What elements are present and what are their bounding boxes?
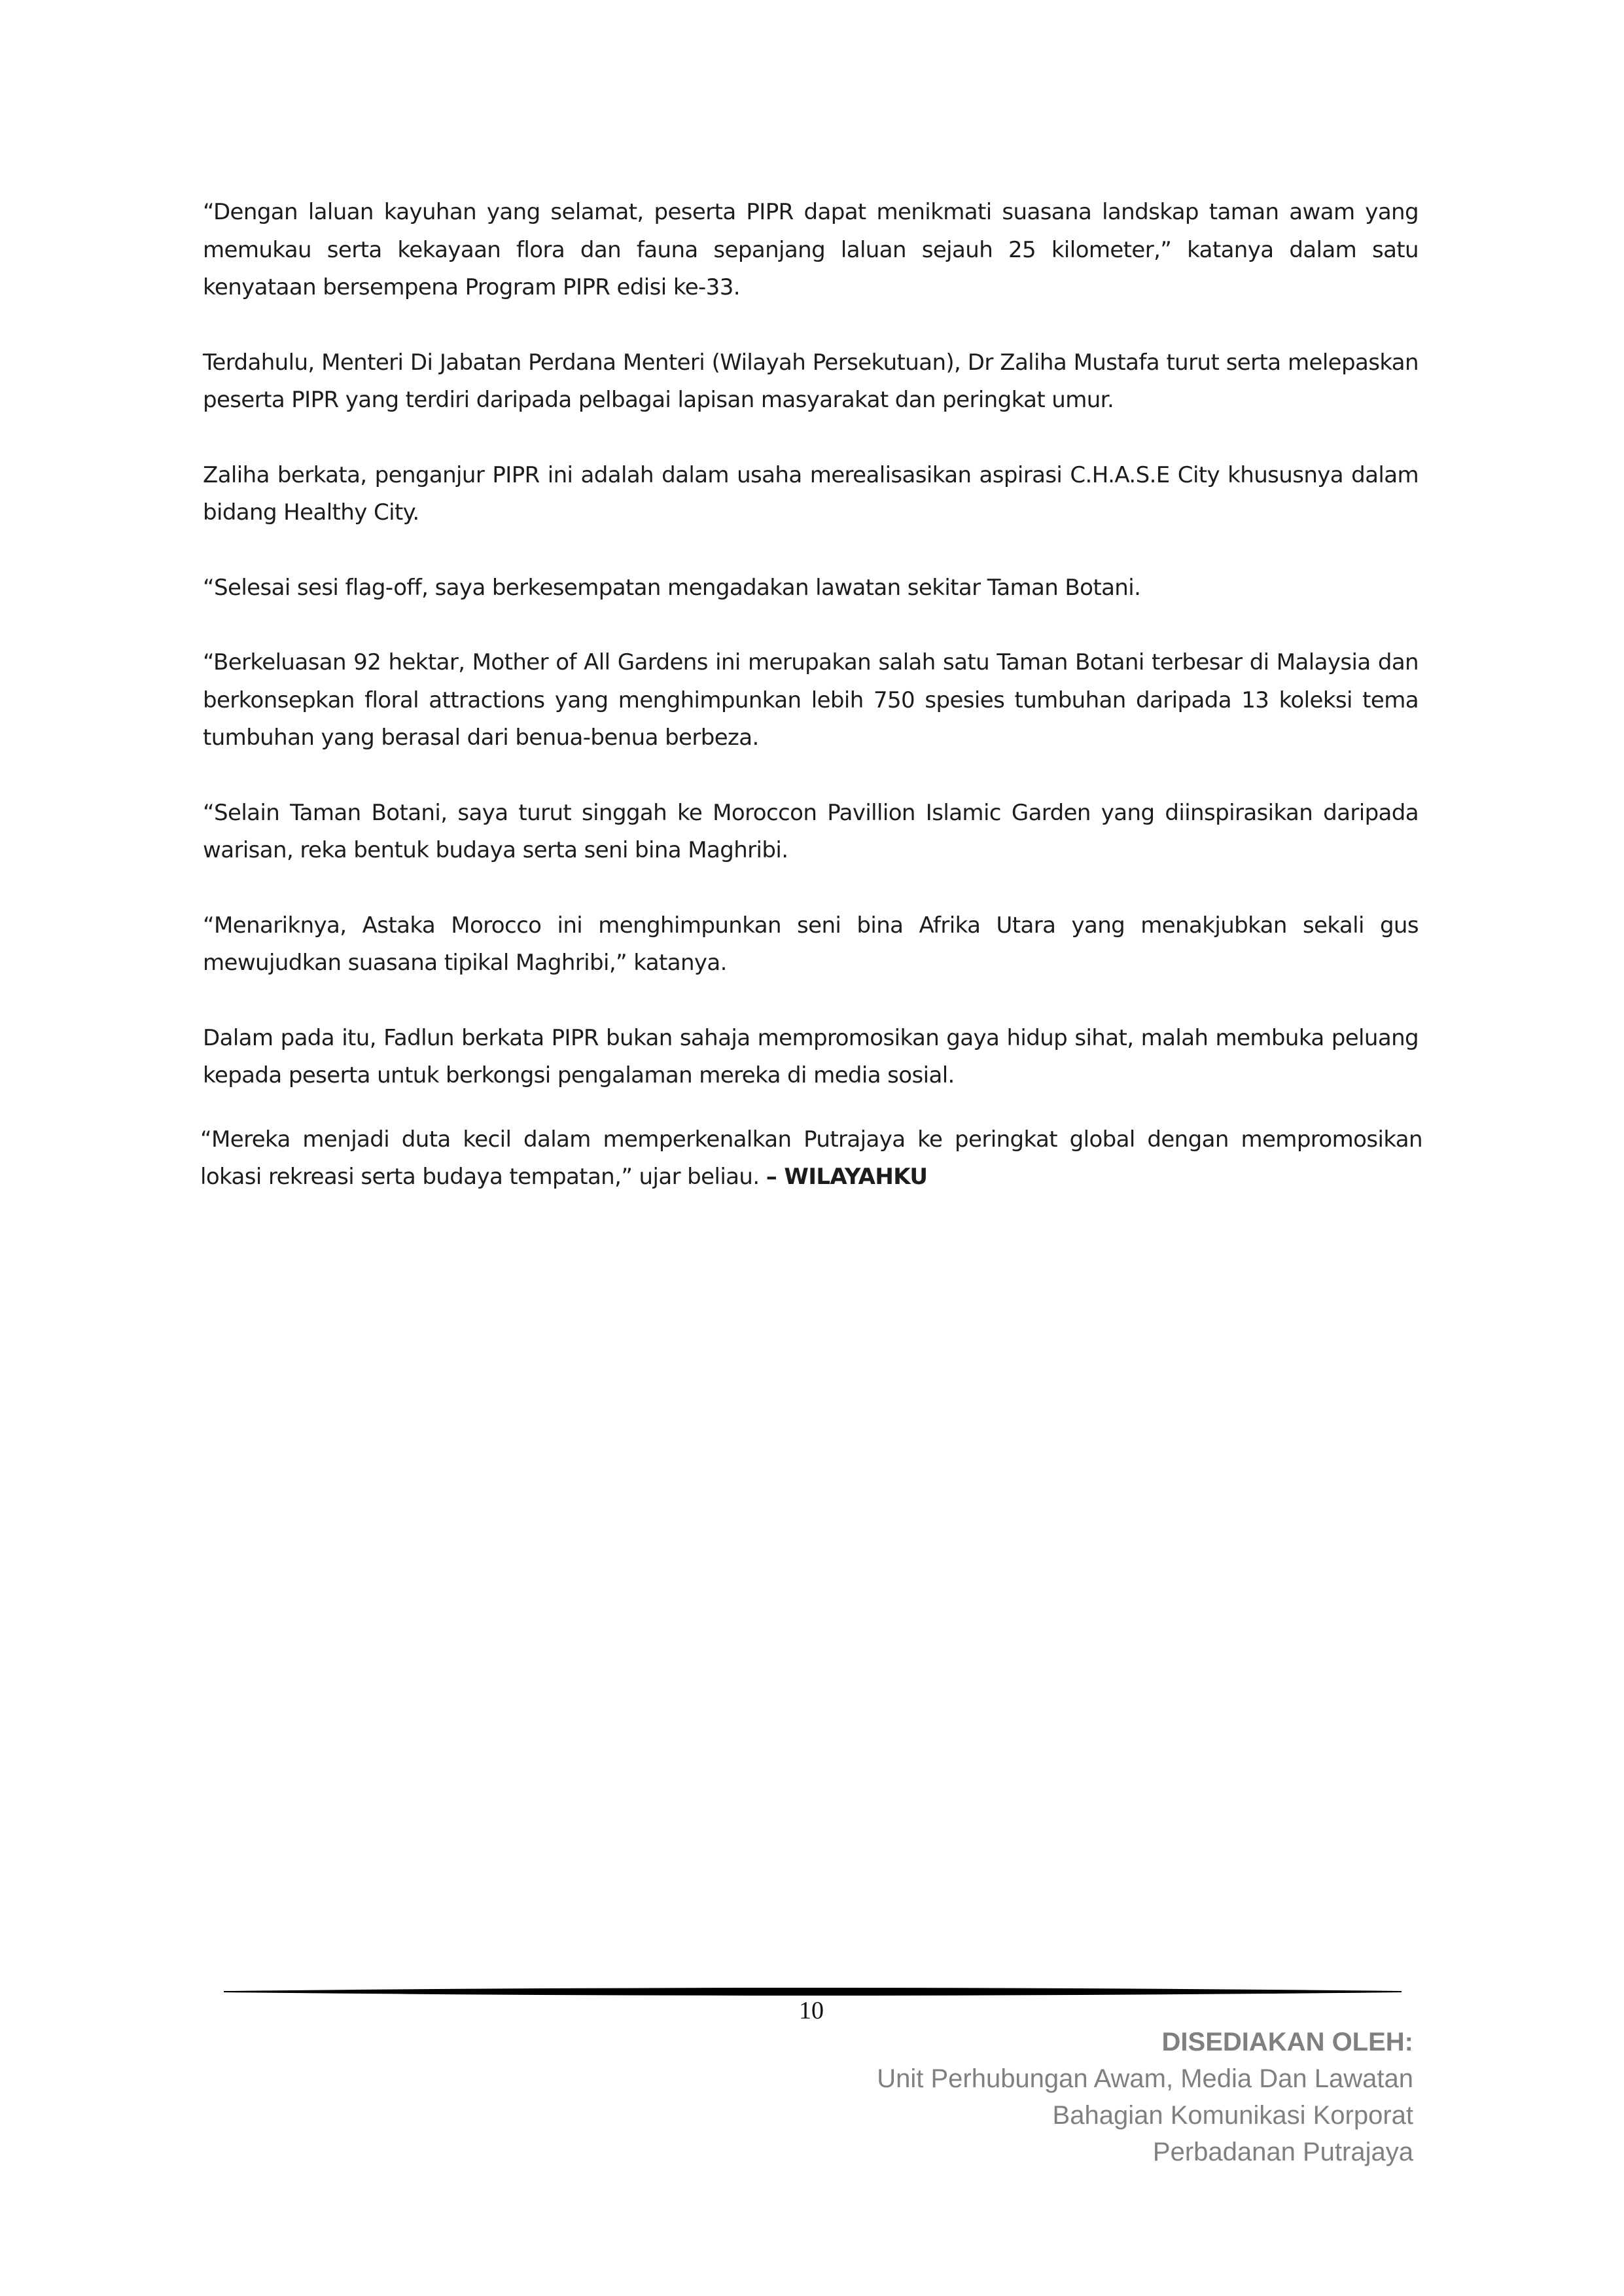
article-paragraph: “Selesai sesi flag-off, saya berkesempatan mengadakan lawatan sekitar Taman Botani. bbox=[203, 574, 1141, 601]
page-number: 10 bbox=[799, 1997, 824, 2024]
article-paragraph: “Menariknya, Astaka Morocco ini menghimpunkan seni bina Afrika Utara yang menakjubkan sekali gus mewujudkan suasana tipikal Maghribi,” katanya. bbox=[203, 912, 1419, 976]
closing-quote-text: “Mereka menjadi duta kecil dalam memperkenalkan Putrajaya ke peringkat global dengan mempromosikan lokasi rekreasi serta budaya tempatan,” ujar beliau. bbox=[200, 1126, 1422, 1190]
prepared-by-block bbox=[694, 2024, 1413, 2170]
article-paragraph: Zaliha berkata, penganjur PIPR ini adalah dalam usaha merealisasikan aspirasi C.H.A.S.E City khususnya dalam bidang Healthy City. bbox=[203, 461, 1419, 526]
prepared-by-heading: DISEDIAKAN OLEH: bbox=[1161, 2028, 1413, 2056]
closing-source-credit: – WILAYAHKU bbox=[766, 1164, 928, 1190]
article-body bbox=[200, 194, 1422, 1234]
prepared-by-department: Bahagian Komunikasi Korporat bbox=[1052, 2101, 1413, 2130]
prepared-by-unit: Unit Perhubungan Awam, Media Dan Lawatan bbox=[877, 2064, 1413, 2093]
article-paragraph: Terdahulu, Menteri Di Jabatan Perdana Menteri (Wilayah Persekutuan), Dr Zaliha Mustafa turut serta melepaskan peserta PIPR yang terdiri daripada pelbagai lapisan masyarakat dan peringkat umur. bbox=[203, 349, 1419, 413]
article-closing-paragraph bbox=[200, 1121, 1422, 1196]
article-paragraph: Dalam pada itu, Fadlun berkata PIPR bukan sahaja mempromosikan gaya hidup sihat, malah membuka peluang kepada peserta untuk berkongsi pengalaman mereka di media sosial. bbox=[203, 1024, 1419, 1088]
footer-divider-swoosh bbox=[224, 1988, 1402, 1996]
prepared-by-organization: Perbadanan Putrajaya bbox=[1152, 2138, 1413, 2166]
article-paragraph: “Dengan laluan kayuhan yang selamat, peserta PIPR dapat menikmati suasana landskap taman awam yang memukau serta kekayaan flora dan fauna sepanjang laluan sejauh 25 kilometer,” katanya dalam satu kenyataan bersempena Program PIPR edisi ke-33. bbox=[203, 199, 1419, 300]
article-paragraph: “Selain Taman Botani, saya turut singgah ke Moroccon Pavillion Islamic Garden yang diinspirasikan daripada warisan, reka bentuk budaya serta seni bina Maghribi. bbox=[203, 799, 1419, 863]
article-paragraph: “Berkeluasan 92 hektar, Mother of All Gardens ini merupakan salah satu Taman Botani terbesar di Malaysia dan berkonsepkan floral attractions yang menghimpunkan lebih 750 spesies tumbuhan daripada 13 koleksi tema tumbuhan yang berasal dari benua-benua berbeza. bbox=[203, 649, 1419, 751]
